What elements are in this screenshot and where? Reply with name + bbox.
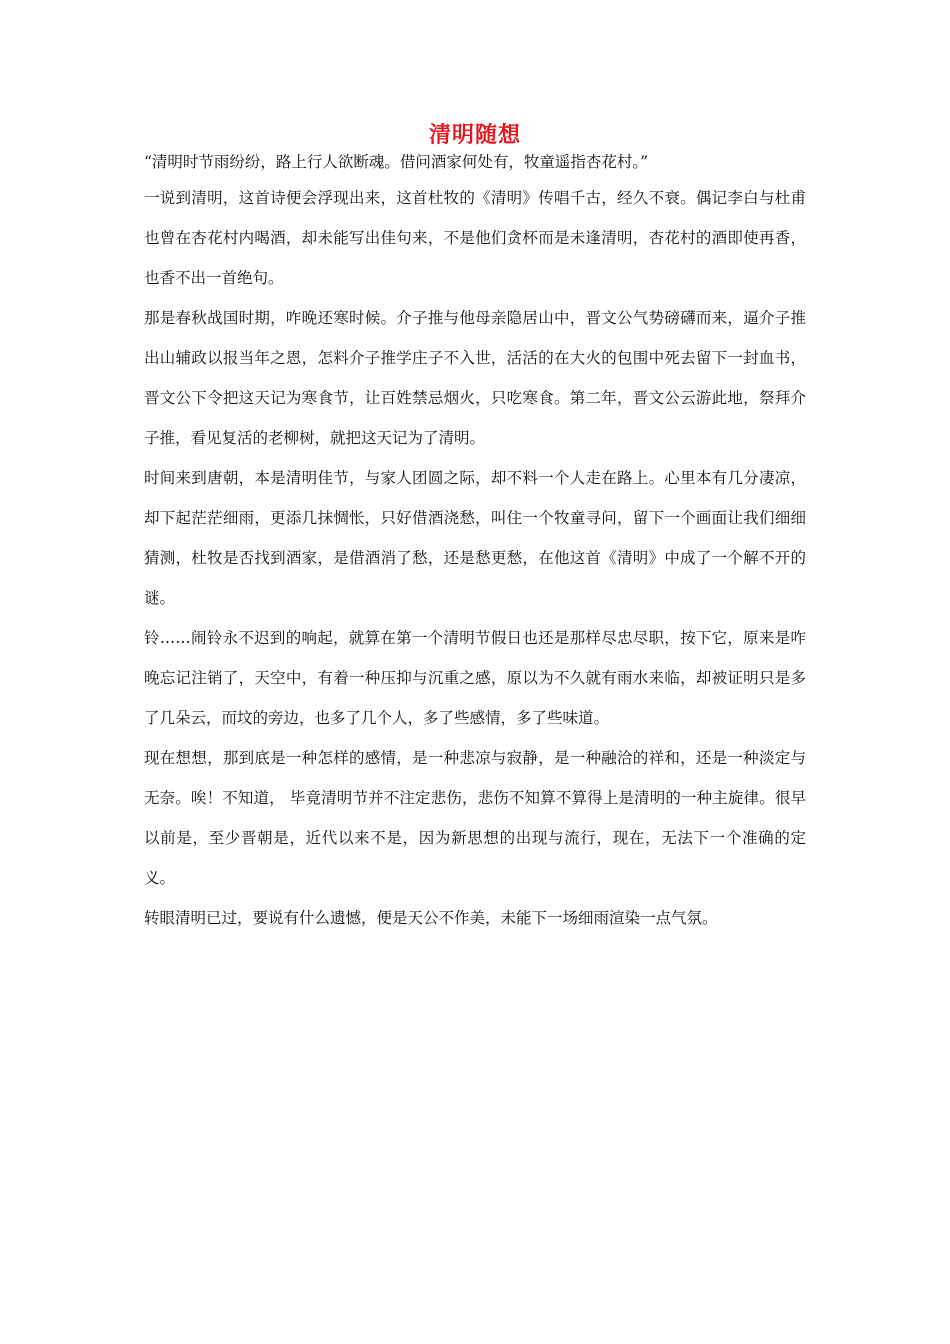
- paragraph-6: 转眼清明已过，要说有什么遗憾，便是天公不作美，未能下一场细雨渲染一点气氛。: [144, 909, 718, 927]
- paragraph-1: 一说到清明，这首诗便会浮现出来，这首杜牧的《清明》传唱千古，经久不衰。偶记李白与杜甫也曾在杏花村内喝酒，却未能写出佳句来，不是他们贪杯而是未逢清明，杏花村的酒即使再香，也香不出一首绝句。: [144, 189, 806, 287]
- opening-quote: “清明时节雨纷纷，路上行人欲断魂。借问酒家何处有，牧童遥指杏花村。”: [144, 153, 649, 171]
- paragraph-4: 铃……闹铃永不迟到的响起，就算在第一个清明节假日也还是那样尽忠尽职，按下它，原来是咋晚忘记注销了，天空中，有着一种压抑与沉重之感，原以为不久就有雨水来临，却被证明只是多了几朵云，而坟的旁边，也多了几个人，多了些感情，多了些味道。: [144, 629, 806, 727]
- paragraph-5: 现在想想，那到底是一种怎样的感情，是一种悲凉与寂静，是一种融洽的祥和，还是一种淡定与无奈。唉！不知道， 毕竟清明节并不注定悲伤，悲伤不知算不算得上是清明的一种主旋律。很早以前是，至少晋朝是，近代以来不是，因为新思想的出现与流行，现在，无法下一个准确的定义。: [144, 749, 806, 887]
- article-body: [144, 146, 806, 938]
- paragraph-2: 那是春秋战国时期，咋晚还寒时候。介子推与他母亲隐居山中，晋文公气势磅礴而来，逼介子推出山辅政以报当年之恩，怎料介子推学庄子不入世，活活的在大火的包围中死去留下一封血书，晋文公下令把这天记为寒食节，让百姓禁忌烟火，只吃寒食。第二年，晋文公云游此地，祭拜介子推，看见复活的老柳树，就把这天记为了清明。: [144, 309, 806, 447]
- page-title: 清明随想: [428, 123, 521, 148]
- paragraph-3: 时间来到唐朝，本是清明佳节，与家人团圆之际，却不料一个人走在路上。心里本有几分凄凉，却下起茫茫细雨，更添几抹惆怅，只好借酒浇愁，叫住一个牧童寻问，留下一个画面让我们细细猜测，杜牧是否找到酒家，是借酒消了愁，还是愁更愁，在他这首《清明》中成了一个解不开的谜。: [144, 469, 806, 607]
